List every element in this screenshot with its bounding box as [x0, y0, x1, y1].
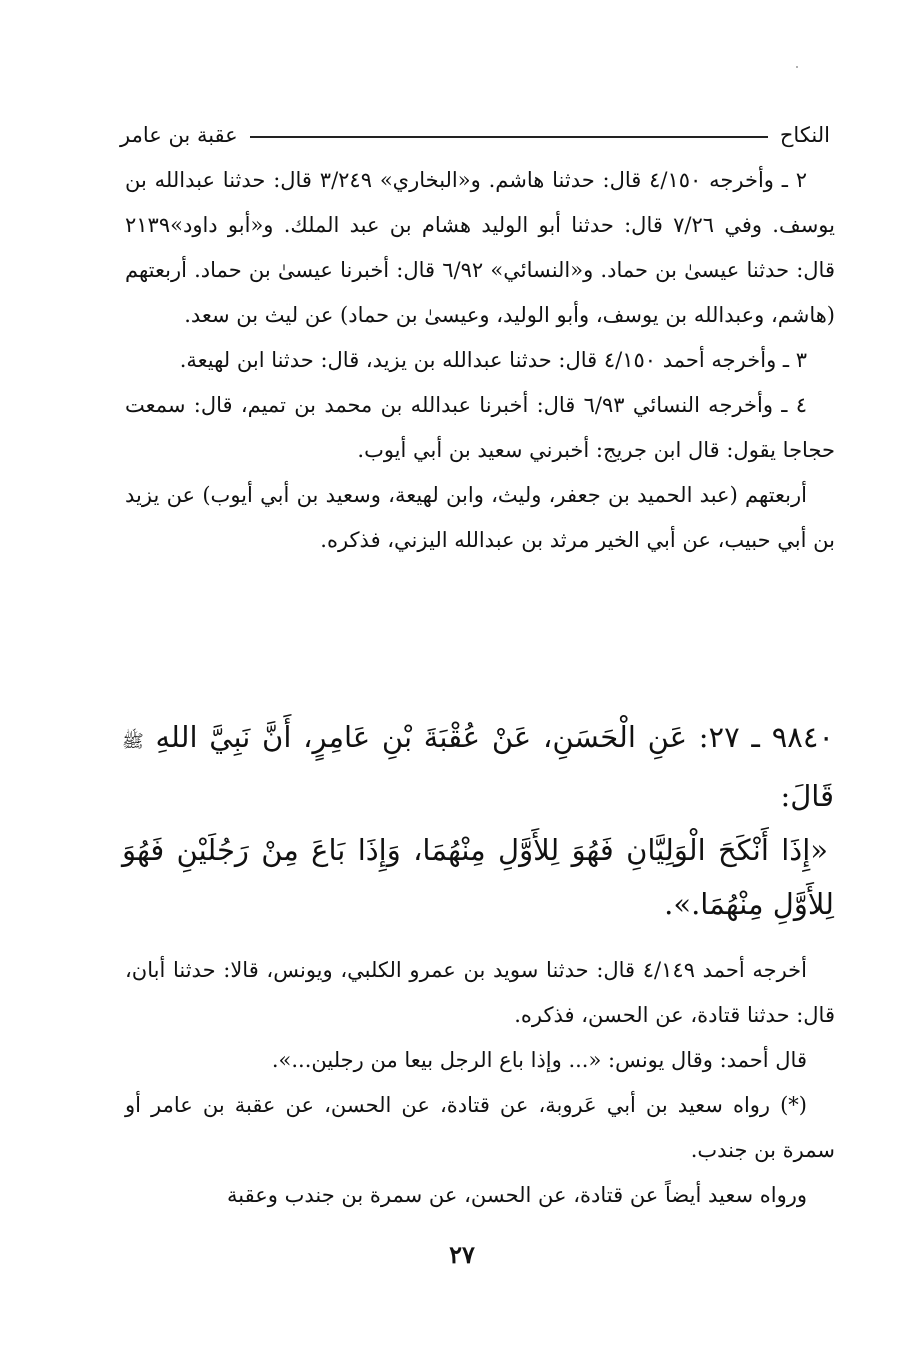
scan-speck [796, 66, 798, 68]
hadith-isnad-line [122, 710, 834, 823]
source-paragraph: ٤ ـ وأخرجه النسائي ٦/٩٣ قال: أخبرنا عبدالله بن محمد بن تميم، قال: سمعت حجاجا يقول: قال ابن جريج: أخبرني سعيد بن أبي أيوب. [125, 393, 835, 462]
header-rule [250, 136, 768, 138]
header-narrator: عقبة بن عامر [120, 123, 238, 147]
source-paragraph: أربعتهم (عبد الحميد بن جعفر، وليث، وابن لهيعة، وسعيد بن أبي أيوب) عن يزيد بن أبي حبيب، عن أبي الخير مرثد بن عبدالله اليزني، فذكره. [125, 483, 835, 552]
running-header [120, 118, 830, 152]
hadith-matn: «إِذَا أَنْكَحَ الْوَلِيَّانِ فَهُوَ لِلأَوَّلِ مِنْهُمَا، وَإِذَا بَاعَ مِنْ رَجُلَيْنِ فَهُوَ لِلأَوَّلِ مِنْهُمَا.». [122, 833, 834, 921]
source-paragraph: قال أحمد: وقال يونس: «... وإذا باع الرجل بيعا من رجلين...». [271, 1048, 807, 1072]
hadith-block [122, 710, 834, 931]
header-chapter: النكاح [779, 123, 830, 147]
source-paragraph: (*) رواه سعيد بن أبي عَروبة، عن قتادة، عن الحسن، عن عقبة بن عامر أو سمرة بن جندب. [125, 1093, 835, 1162]
hadith-isnad: ٩٨٤٠ ـ ٢٧: عَنِ الْحَسَنِ، عَنْ عُقْبَةَ بْنِ عَامِرٍ، أَنَّ نَبِيَّ اللهِ [155, 720, 834, 754]
salawat-glyph: ﷺ [122, 731, 144, 752]
source-paragraph: ٣ ـ وأخرجه أحمد ٤/١٥٠ قال: حدثنا عبدالله بن يزيد، قال: حدثنا ابن لهيعة. [179, 348, 807, 372]
hadith-qala: قَالَ: [780, 779, 834, 813]
sources-block-top [125, 158, 835, 563]
source-paragraph: ٢ ـ وأخرجه ٤/١٥٠ قال: حدثنا هاشم. و«البخاري» ٣/٢٤٩ قال: حدثنا عبدالله بن يوسف. وفي ٧/٢٦ قال: حدثنا أبو الوليد هشام بن عبد الملك. و«أبو داود»٢١٣٩ قال: حدثنا عيسىٰ بن حماد. و«النسائي» ٦/٩٢ قال: أخبرنا عيسىٰ بن حماد. أربعتهم (هاشم، وعبدالله بن يوسف، وأبو الوليد، وعيسىٰ بن حماد) عن ليث بن سعد. [125, 168, 835, 327]
source-paragraph: ورواه سعيد أيضاً عن قتادة، عن الحسن، عن سمرة بن جندب وعقبة [227, 1183, 807, 1207]
source-paragraph: أخرجه أحمد ٤/١٤٩ قال: حدثنا سويد بن عمرو الكلبي، ويونس، قالا: حدثنا أبان، قال: حدثنا قتادة، عن الحسن، فذكره. [125, 958, 835, 1027]
page-number: ٢٧ [449, 1240, 475, 1269]
sources-block-bottom [125, 948, 835, 1218]
